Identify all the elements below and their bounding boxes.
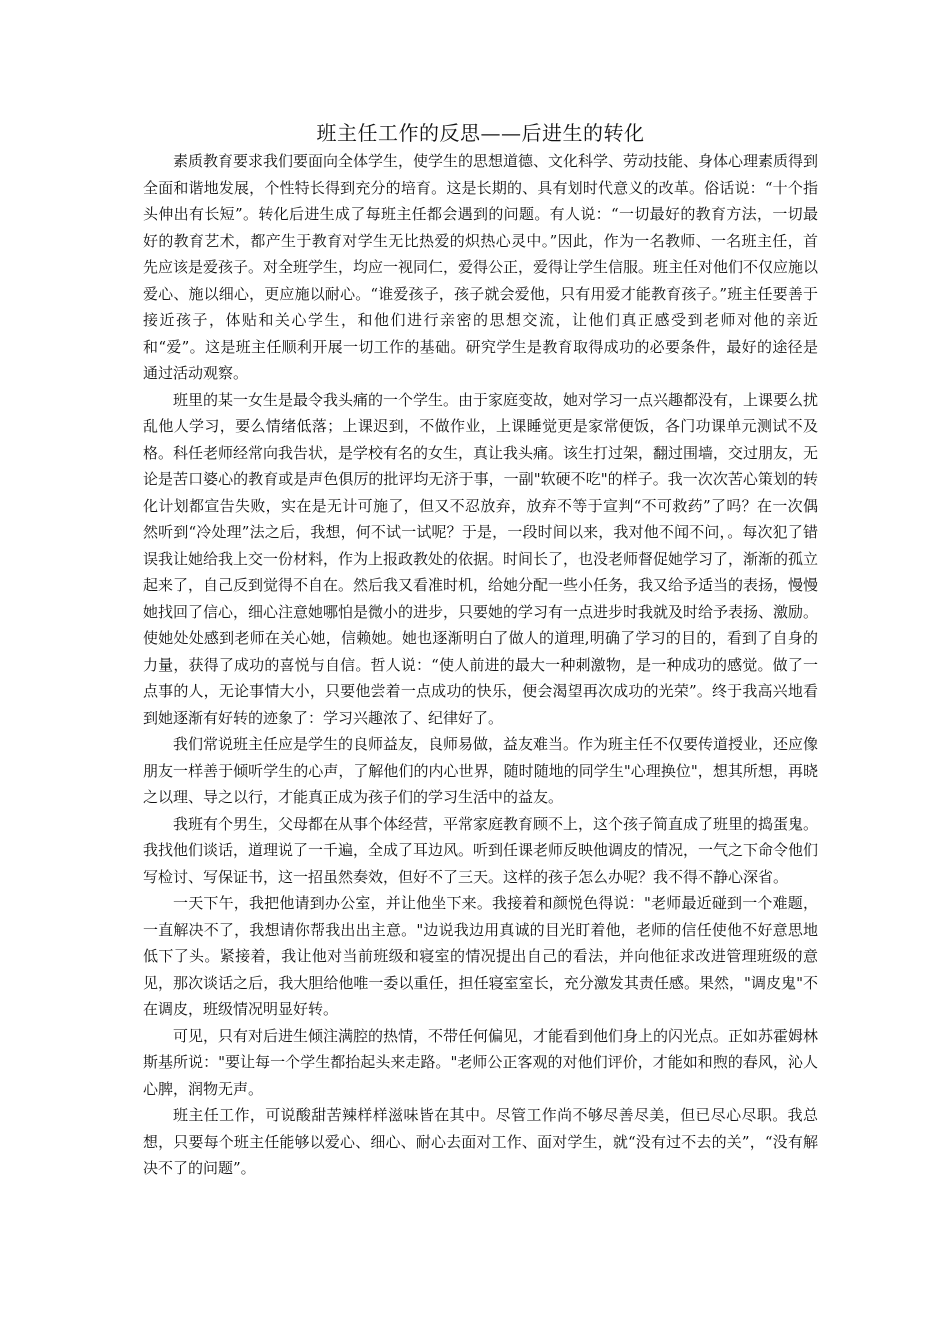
document-body (143, 118, 818, 1182)
paragraph-2: 班里的某一女生是最令我头痛的一个学生。由于家庭变故，她对学习一点兴趣都没有，上课要么扰乱他人学习，要么情绪低落；上课迟到，不做作业，上课睡觉更是家常便饭，各门功课单元测试不及格。科任老师经常向我告状，是学校有名的女生，真让我头痛。该生打过架，翻过围墙，交过朋友，无论是苦口婆心的教育或是声色俱厉的批评均无济于事，一副"软硬不吃"的样子。我一次次苦心策划的转化计划都宣告失败，实在是无计可施了，但又不忍放弃，放弃不等于宣判“不可救药”了吗？在一次偶然听到“冷处理”法之后，我想，何不试一试呢？于是，一段时间以来，我对他不闻不问，。每次犯了错误我让她给我上交一份材料，作为上报政教处的依据。时间长了，也没老师督促她学习了，渐渐的孤立起来了，自己反到觉得不自在。然后我又看准时机，给她分配一些小任务，我又给予适当的表扬，慢慢她找回了信心，细心注意她哪怕是微小的进步，只要她的学习有一点进步时我就及时给予表扬、激励。使她处处感到老师在关心她，信赖她。她也逐渐明白了做人的道理,明确了学习的目的，看到了自身的力量，获得了成功的喜悦与自信。哲人说：“使人前进的最大一种刺激物，是一种成功的感觉。做了一点事的人，无论事情大小，只要他尝着一点成功的快乐，便会渴望再次成功的光荣”。终于我高兴地看到她逐渐有好转的迹象了：学习兴趣浓了、纪律好了。 (143, 390, 819, 727)
paragraph-4: 我班有个男生，父母都在从事个体经营，平常家庭教育顾不上，这个孩子简直成了班里的捣蛋鬼。我找他们谈话，道理说了一千遍，全成了耳边风。听到任课老师反映他调皮的情况，一气之下命令他们写检讨、写保证书，这一招虽然奏效，但好不了三天。这样的孩子怎么办呢？我不得不静心深省。 (143, 814, 819, 886)
paragraph-5: 一天下午，我把他请到办公室，并让他坐下来。我接着和颜悦色得说："老师最近碰到一个难题，一直解决不了，我想请你帮我出出主意。"边说我边用真诚的目光盯着他，老师的信任使他不好意思地低下了头。紧接着，我让他对当前班级和寝室的情况提出自己的看法，并向他征求改进管理班级的意见，那次谈话之后，我大胆给他唯一委以重任，担任寝室室长，充分激发其责任感。果然，"调皮鬼"不在调皮，班级情况明显好转。 (143, 894, 818, 1018)
document-title: 班主任工作的反思——后进生的转化 (316, 121, 645, 145)
paragraph-7: 班主任工作，可说酸甜苦辣样样滋味皆在其中。尽管工作尚不够尽善尽美，但已尽心尽职。我总想，只要每个班主任能够以爱心、细心、耐心去面对工作、面对学生，就“没有过不去的关”，“没有解决不了的问题”。 (143, 1106, 818, 1177)
paragraph-6: 可见，只有对后进生倾注满腔的热情，不带任何偏见，才能看到他们身上的闪光点。正如苏霍姆林斯基所说："要让每一个学生都抬起头来走路。"老师公正客观的对他们评价，才能如和煦的春风，沁人心脾，润物无声。 (143, 1026, 819, 1098)
paragraph-1: 素质教育要求我们要面向全体学生，使学生的思想道德、文化科学、劳动技能、身体心理素质得到全面和谐地发展，个性特长得到充分的培育。这是长期的、具有划时代意义的改革。俗话说：“十个指头伸出有长短”。转化后进生成了每班主任都会遇到的问题。有人说：“一切最好的教育方法，一切最好的教育艺术，都产生于教育对学生无比热爱的炽热心灵中。”因此，作为一名教师、一名班主任，首先应该是爱孩子。对全班学生，均应一视同仁，爱得公正，爱得让学生信服。班主任对他们不仅应施以爱心、施以细心，更应施以耐心。“谁爱孩子，孩子就会爱他，只有用爱才能教育孩子。”班主任要善于接近孩子，体贴和关心学生，和他们进行亲密的思想交流，让他们真正感受到老师对他的亲近和“爱”。这是班主任顺利开展一切工作的基础。研究学生是教育取得成功的必要条件，最好的途径是通过活动观察。 (143, 152, 819, 382)
paragraph-3: 我们常说班主任应是学生的良师益友，良师易做，益友难当。作为班主任不仅要传道授业，还应像朋友一样善于倾听学生的心声，了解他们的内心世界，随时随地的同学生"心理换位"，想其所想，再晓之以理、导之以行，才能真正成为孩子们的学习生活中的益友。 (143, 735, 819, 806)
